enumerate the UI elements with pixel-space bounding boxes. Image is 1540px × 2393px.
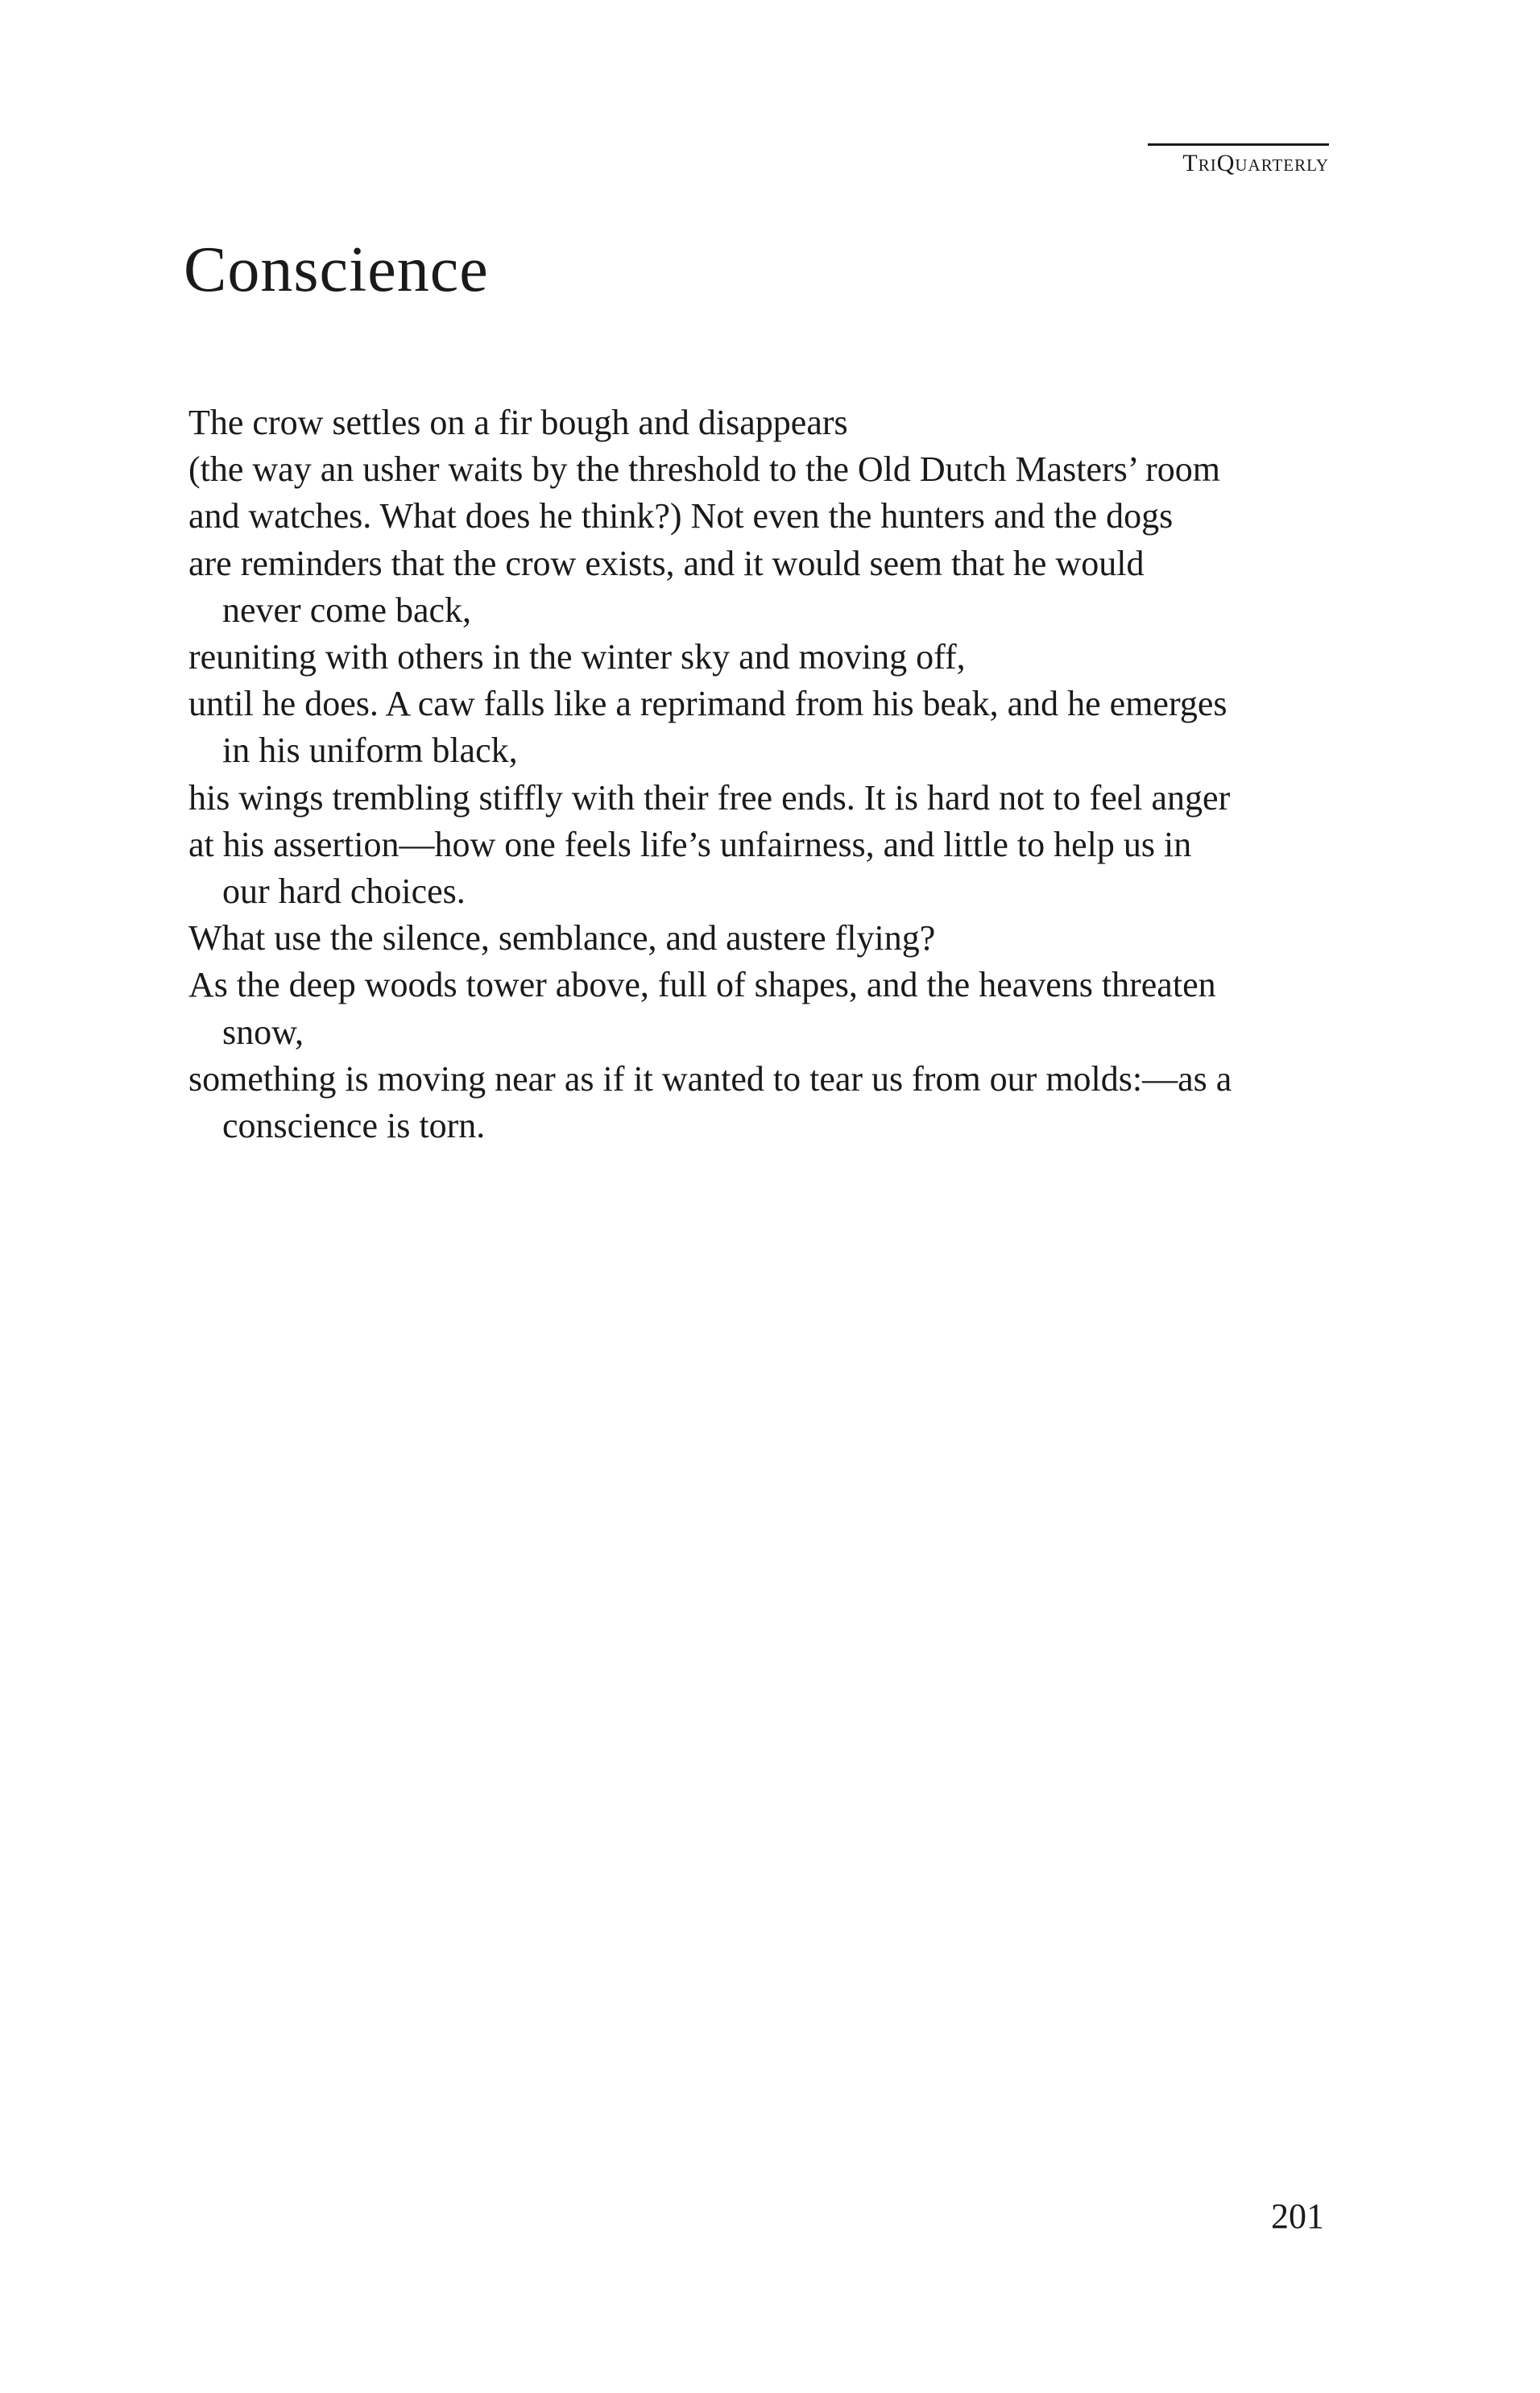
poem-line: are reminders that the crow exists, and it would seem that he would [188,543,1145,583]
poem-line: As the deep woods tower above, full of shapes, and the heavens threaten [188,965,1216,1005]
poem-line-turnover: our hard choices. [222,871,466,912]
page-number: 201 [1271,2196,1324,2236]
poem-line: and watches. What does he think?) Not even the hunters and the dogs [188,496,1174,536]
running-head-rule [1148,143,1329,146]
poem-line: What use the silence, semblance, and austere flying? [188,918,936,958]
poem-body [188,400,1364,1149]
poem-title: Conscience [184,234,489,305]
poem-line: The crow settles on a fir bough and disappears [188,403,848,442]
running-head: TriQuarterly [1182,150,1329,176]
poem-line: his wings trembling stiffly with their free ends. It is hard not to feel anger [188,777,1231,818]
poem-line: something is moving near as if it wanted to tear us from our molds:—as a [188,1058,1232,1099]
poem-line: until he does. A caw falls like a reprimand from his beak, and he emerges [188,684,1227,724]
poem-line-turnover: in his uniform black, [222,731,518,771]
poem-line-turnover: conscience is torn. [222,1106,486,1146]
poem-line: (the way an usher waits by the threshold to the Old Dutch Masters’ room [188,449,1221,490]
poem-line: reuniting with others in the winter sky and moving off, [188,637,966,677]
poem-line-turnover: snow, [222,1012,304,1052]
poem-line: at his assertion—how one feels life’s unfairness, and little to help us in [188,824,1192,864]
poem-line-turnover: never come back, [222,590,472,630]
